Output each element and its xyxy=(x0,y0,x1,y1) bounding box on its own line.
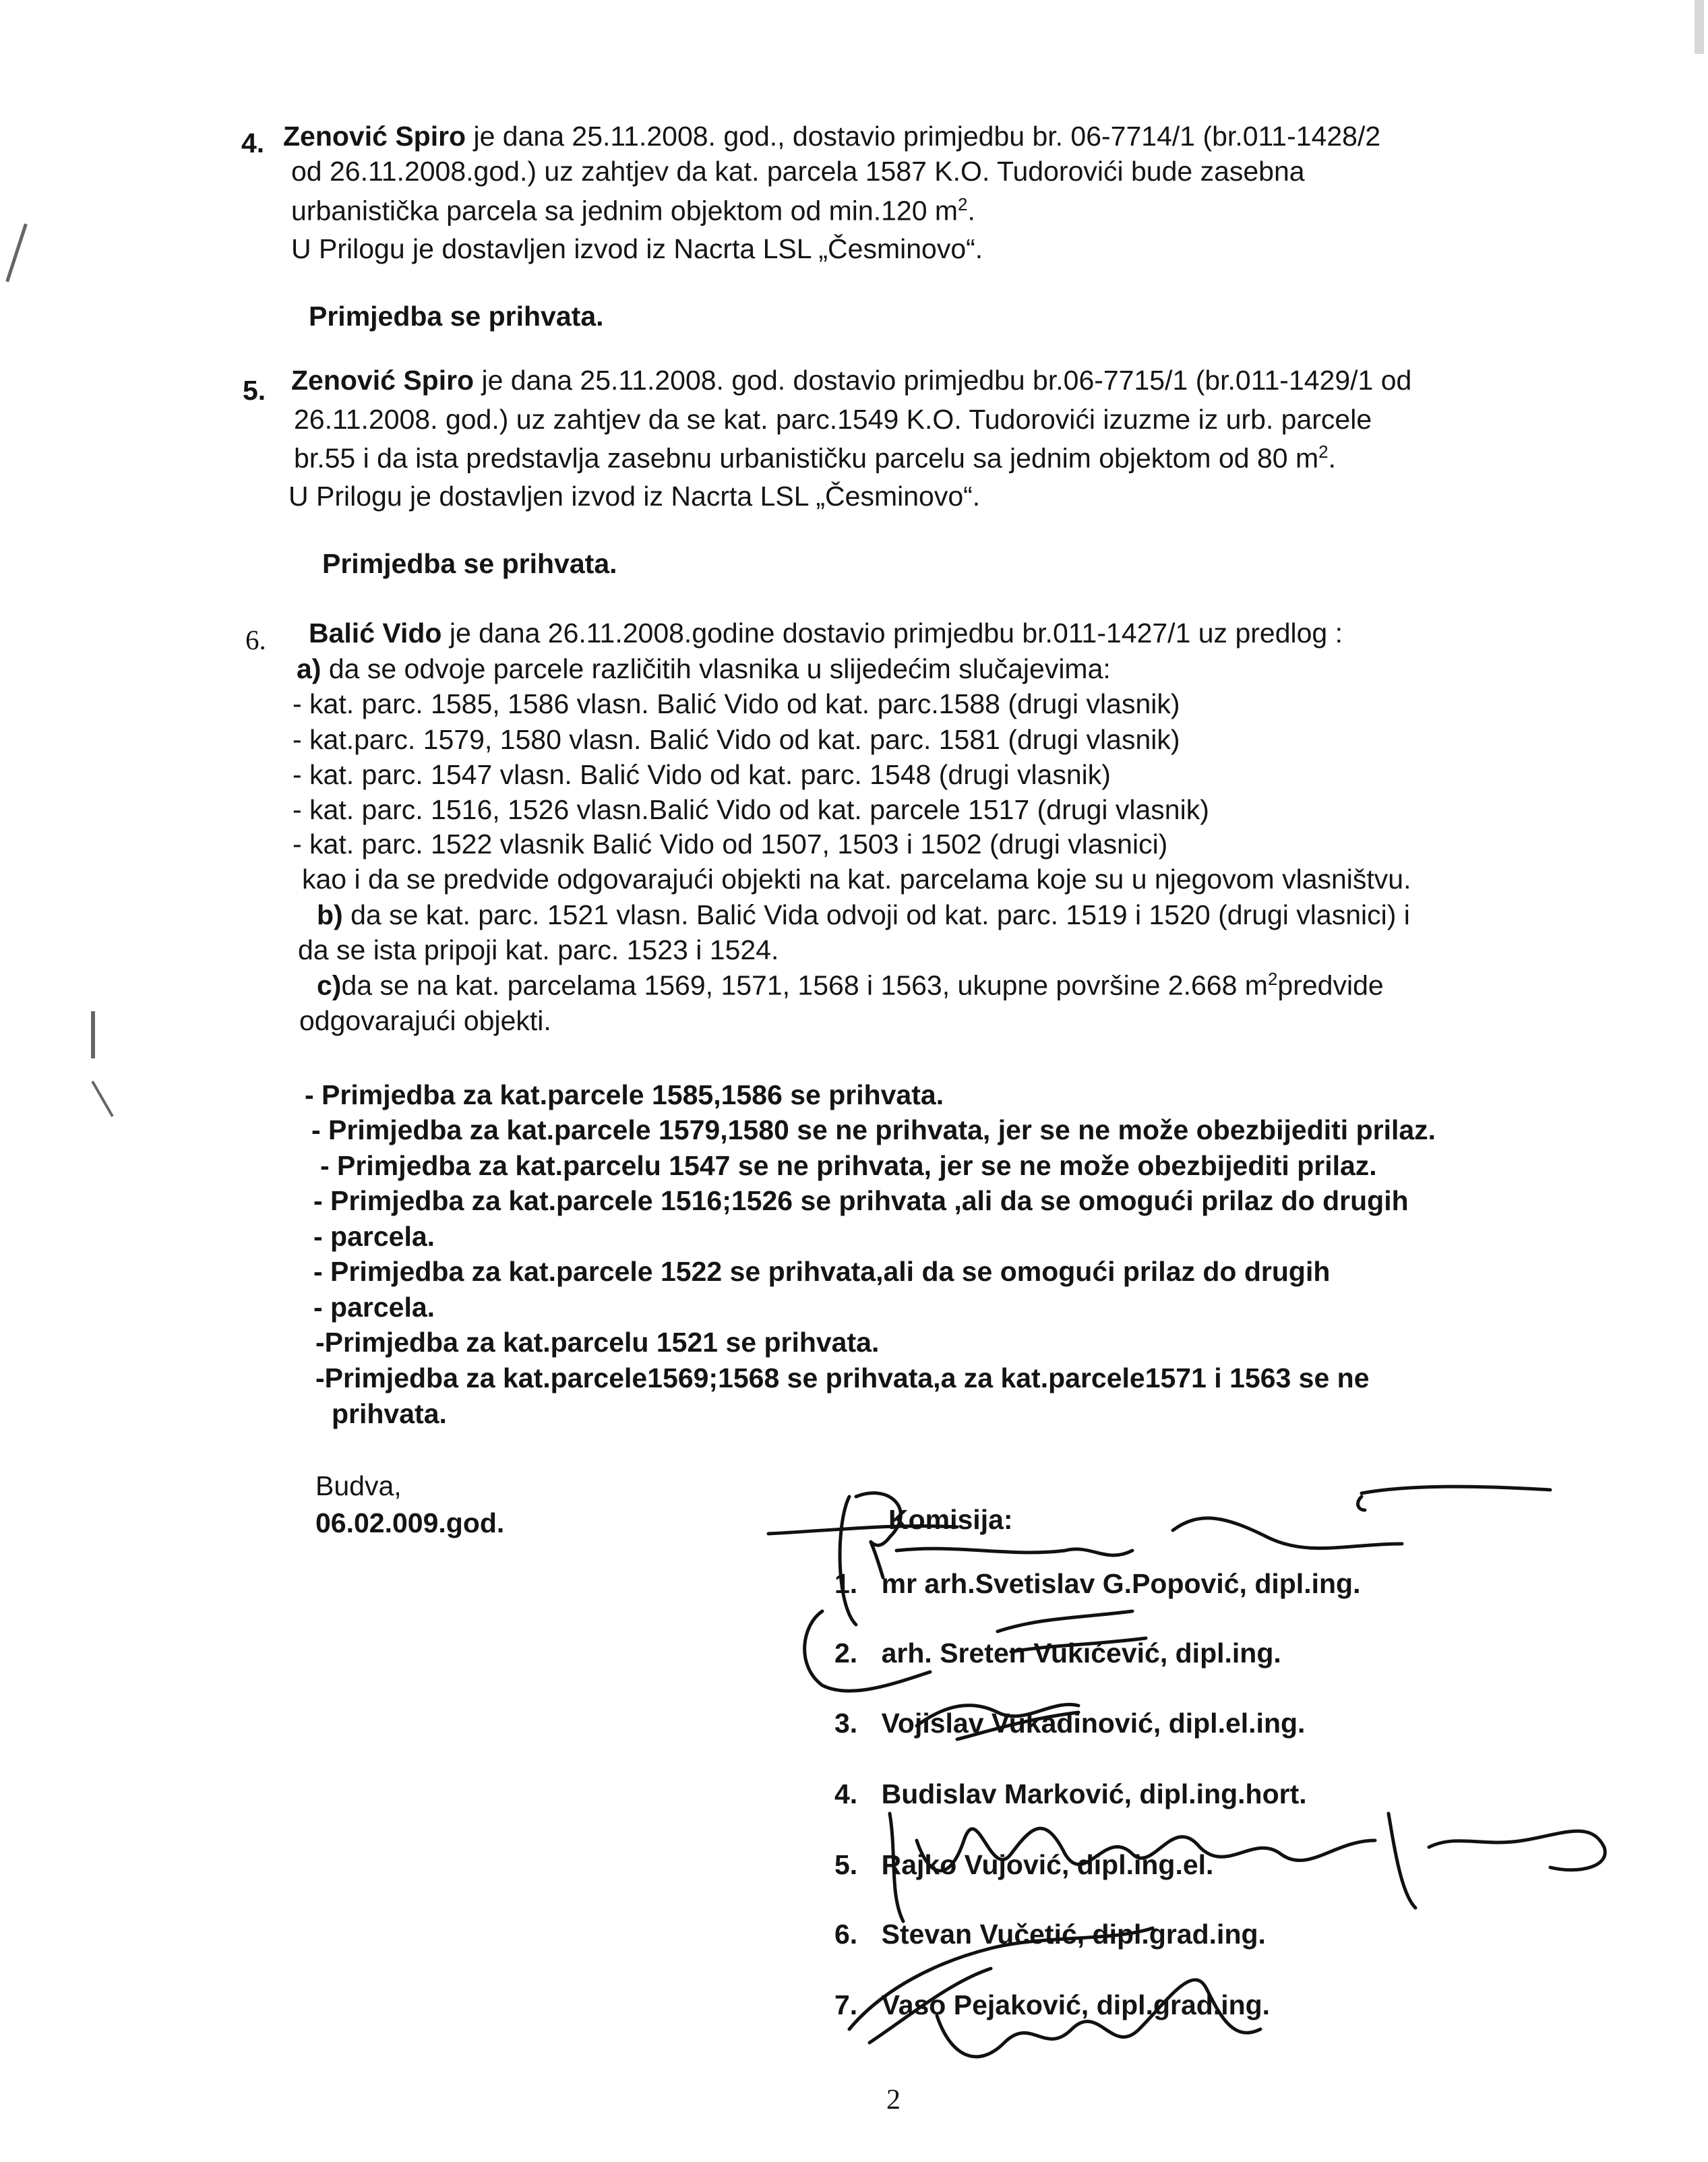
item-6-point-a: a) da se odvoje parcele različitih vlasnika u slijedećim slučajevima: xyxy=(297,653,1111,684)
scan-mark xyxy=(5,223,28,282)
commission-member: 3. Vojislav Vukadinović, dipl.el.ing. xyxy=(834,1708,1306,1739)
signature-3 xyxy=(876,1672,1146,1753)
item-6-line-1: Balić Vido je dana 26.11.2008.godine dostavio primjedbu br.011-1427/1 uz predlog : xyxy=(309,618,1343,649)
decision-line: - Primjedba za kat.parcele 1585,1586 se prihvata. xyxy=(305,1079,944,1110)
place: Budva, xyxy=(315,1470,402,1501)
item-6-kao: kao i da se predvide odgovarajući objekti na kat. parcelama koje su u njegovom vlasništvu. xyxy=(302,864,1411,895)
list-item: - kat. parc. 1585, 1586 vlasn. Balić Vido od kat. parc.1588 (drugi vlasnik) xyxy=(293,688,1180,719)
scan-mark xyxy=(91,1011,95,1058)
list-item: - kat. parc. 1522 vlasnik Balić Vido od 1507, 1503 i 1502 (drugi vlasnici) xyxy=(293,829,1168,860)
item-6-name: Balić Vido xyxy=(309,618,442,649)
list-item: - kat.parc. 1579, 1580 vlasn. Balić Vido od kat. parc. 1581 (drugi vlasnik) xyxy=(293,724,1180,755)
item-6-point-c: c)da se na kat. parcelama 1569, 1571, 1568 i 1563, ukupne površine 2.668 $m^2predvide$ xyxy=(317,969,1384,1001)
item-number: 5. xyxy=(243,375,266,406)
decision-line: prihvata. xyxy=(332,1398,447,1429)
item-number: 6. xyxy=(245,624,266,655)
item-5-line-4: U Prilogu je dostavljen izvod iz Nacrta LSL „Česminovo“. xyxy=(288,481,981,512)
item-5-decision: Primjedba se prihvata. xyxy=(322,548,617,579)
scan-edge-shadow xyxy=(1695,0,1704,54)
decision-line: -Primjedba za kat.parcele1569;1568 se prihvata,a za kat.parcele1571 i 1563 se ne xyxy=(315,1362,1370,1393)
decision-line: - Primjedba za kat.parcelu 1547 se ne prihvata, jer se ne može obezbijediti prilaz. xyxy=(320,1150,1377,1181)
item-5-line-3: br.55 i da ista predstavlja zasebnu urbanističku parcelu sa jednim objektom od 80 $m^2$. xyxy=(294,442,1336,474)
decision-line: - Primjedba za kat.parcele 1516;1526 se prihvata ,ali da se omogući prilaz do drugih xyxy=(313,1185,1409,1216)
decision-line: - Primjedba za kat.parcele 1579,1580 se ne prihvata, jer se ne može obezbijediti prilaz. xyxy=(311,1114,1436,1145)
decision-line: - Primjedba za kat.parcele 1522 se prihvata,ali da se omogući prilaz do drugih xyxy=(313,1256,1331,1287)
commission-member: 4. Budislav Marković, dipl.ing.hort. xyxy=(834,1778,1307,1809)
item-number: 4. xyxy=(241,127,265,158)
decision-line: -Primjedba za kat.parcelu 1521 se prihvata. xyxy=(315,1327,880,1358)
commission-member: 5. Rajko Vujović, dipl.ing.el. xyxy=(834,1849,1214,1880)
page-number: 2 xyxy=(886,2084,901,2115)
signature-6-7 xyxy=(829,1881,1341,2083)
commission-member: 2. arh. Sreten Vukićević, dipl.ing. xyxy=(834,1638,1281,1669)
item-6-point-c-cont: odgovarajući objekti. xyxy=(299,1005,551,1036)
list-item: - kat. parc. 1516, 1526 vlasn.Balić Vido od kat. parcele 1517 (drugi vlasnik) xyxy=(293,794,1209,825)
decision-line: - parcela. xyxy=(313,1292,435,1323)
commission-title: Komisija: xyxy=(888,1504,1013,1535)
commission-member: 6. Stevan Vučetić, dipl.grad.ing. xyxy=(834,1919,1266,1950)
item-5-line-1: Zenović Spiro je dana 25.11.2008. god. dostavio primjedbu br.06-7715/1 (br.011-1429/1 od xyxy=(291,365,1412,396)
commission-member: 7. Vaso Pejaković, dipl.grad.ing. xyxy=(834,1989,1271,2020)
list-item: - kat. parc. 1547 vlasn. Balić Vido od kat. parc. 1548 (drugi vlasnik) xyxy=(293,759,1111,790)
item-4-decision: Primjedba se prihvata. xyxy=(309,301,604,332)
item-4-line-4: U Prilogu je dostavljen izvod iz Nacrta LSL „Česminovo“. xyxy=(291,233,983,264)
item-4-line-2: od 26.11.2008.god.) uz zahtjev da kat. parcela 1587 K.O. Tudorovići bude zasebna xyxy=(291,156,1305,187)
commission-member: 1. mr arh.Svetislav G.Popović, dipl.ing. xyxy=(834,1568,1361,1599)
item-4-name: Zenović Spiro xyxy=(283,121,466,152)
item-6-point-b-cont: da se ista pripoji kat. parc. 1523 i 1524. xyxy=(298,934,779,965)
item-5-name: Zenović Spiro xyxy=(291,365,475,396)
item-6-point-b: b) da se kat. parc. 1521 vlasn. Balić Vida odvoji od kat. parc. 1519 i 1520 (drugi vlasnici) i xyxy=(317,899,1410,930)
scan-mark xyxy=(91,1081,113,1117)
item-4-line-1: Zenović Spiro je dana 25.11.2008. god., dostavio primjedbu br. 06-7714/1 (br.011-1428/2 xyxy=(283,121,1381,152)
item-5-line-2: 26.11.2008. god.) uz zahtjev da se kat. parc.1549 K.O. Tudorovići izuzme iz urb. parcele xyxy=(294,404,1372,435)
date: 06.02.009.god. xyxy=(315,1507,505,1538)
decision-line: - parcela. xyxy=(313,1221,435,1252)
item-4-line-3: urbanistička parcela sa jednim objektom od min.120 $m^2$. xyxy=(291,194,975,227)
